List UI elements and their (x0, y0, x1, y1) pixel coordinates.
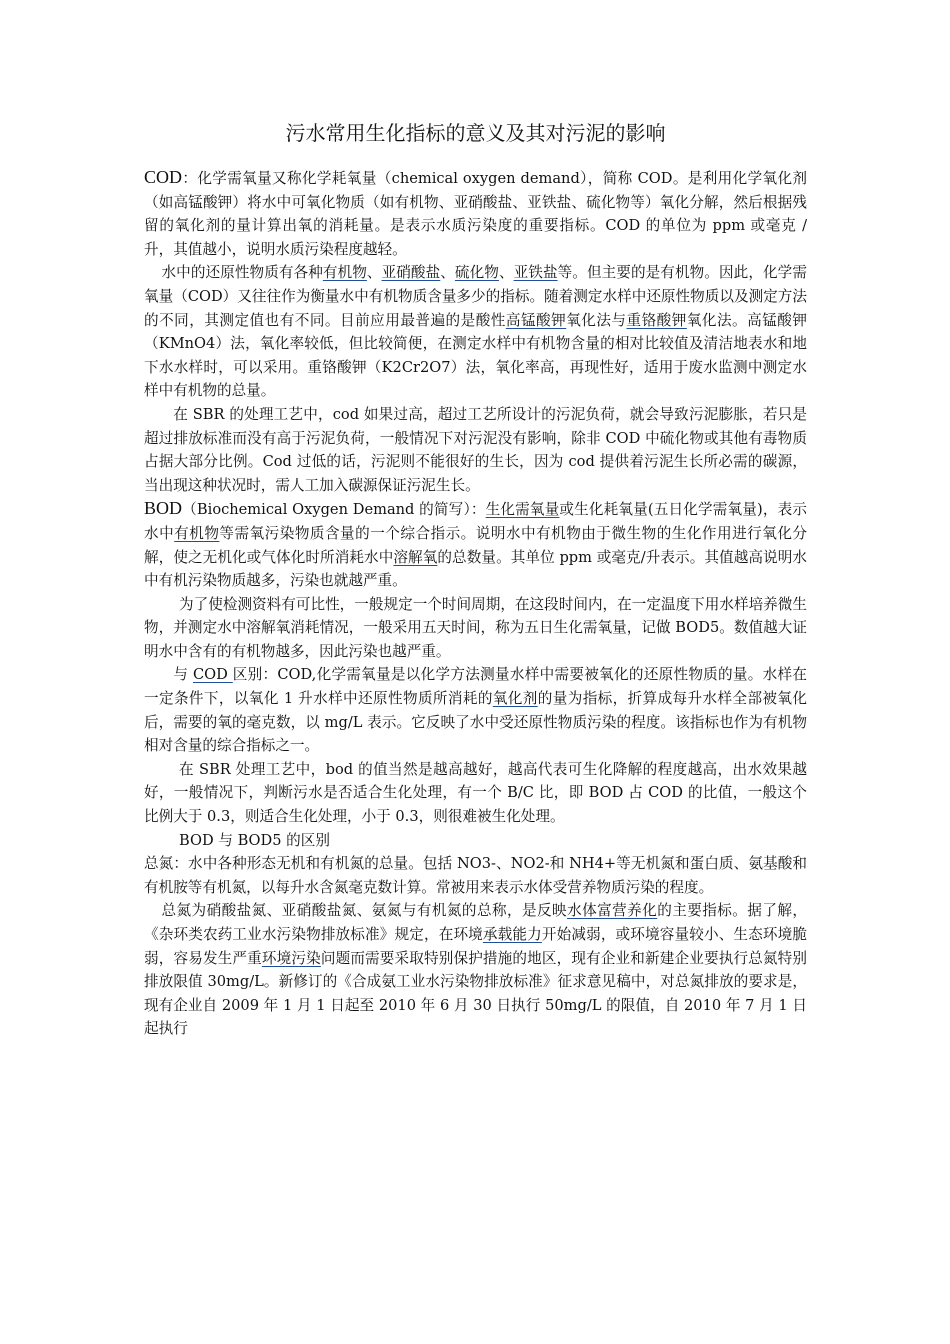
text-run: 总氮为硝酸盐氮、亚硝酸盐氮、氨氮与有机氮的总称，是反映 (161, 902, 568, 920)
text-run: 氧化法与 (566, 311, 627, 329)
text-run: 氧化法。高锰酸钾（KMnO4）法，氧化率较低，但比较简便，在测定水样中有机物含量的相对比较值及清洁地表水和地下水水样时，可以采用。重铬酸钾（K2Cr2O7）法，氧化率高，再现性好，适用于废水监测中测定水样中有机物的总量。 (144, 311, 807, 400)
cod-definition-paragraph (144, 166, 807, 261)
text-run: 、 (366, 264, 382, 282)
text-run: 在 SBR 处理工艺中，bod 的值当然是越高越好，越高代表可生化降解的程度越高，出水效果越好，一般情况下，判断污水是否适合生化处理，有一个 B/C 比，即 BOD 占 COD 的比值，一般这个比例大于 0.3，则适合生化处理，小于 0.3，则很难被生化处理。 (144, 760, 807, 826)
term-link[interactable]: 溶解氧 (393, 548, 438, 566)
bod-sbr-paragraph (144, 758, 807, 829)
term-link[interactable]: COD (192, 666, 233, 684)
term-link[interactable]: 环境污染 (261, 949, 321, 967)
text-run: ：化学需氧量又称化学耗氧量（chemical oxygen demand），简称 COD。是利用化学氧化剂（如高锰酸钾）将水中可氧化物质（如有机物、亚硝酸盐、亚铁盐、硫化物等）氧化分解，然后根据残留的氧化剂的量计算出氧的消耗量。是表示水质污染度的重要指标。COD 的单位为 ppm 或毫克 / 升，其值越小，说明水质污染程度越轻。 (144, 170, 807, 258)
term-link[interactable]: 生化需氧量 (485, 501, 560, 519)
text-run: 为了使检测资料有可比性，一般规定一个时间周期，在这段时间内，在一定温度下用水样培养微生物，并测定水中溶解氧消耗情况，一般采用五天时间，称为五日生化需氧量，记做 BOD5。数值越大证明水中含有的有机物越多，因此污染也越严重。 (144, 595, 807, 660)
term-link[interactable]: 水体富营养化 (567, 902, 658, 920)
term-link[interactable]: 氧化剂 (492, 690, 538, 708)
text-run: （Biochemical Oxygen Demand 的简写）： (182, 501, 486, 519)
total-nitrogen-standard-paragraph (144, 899, 807, 1041)
cod-reducing-substances-paragraph (144, 261, 807, 403)
term-link[interactable]: 高锰酸钾 (505, 311, 567, 329)
term-link[interactable]: 有机物 (322, 264, 367, 282)
bod-definition-paragraph (144, 497, 807, 592)
text-run: 区别：COD,化学需氧量是以化学方法测量水样中需要被氧化的还原性物质的量。水样在一定条件下，以氧化 1 升水样中还原性物质所消耗的 (144, 666, 807, 708)
cod-sbr-paragraph (144, 403, 807, 497)
text-run: 或生化耗氧量(五日化学需氧量)，表示水中 (144, 501, 807, 542)
text-run: 问题而需要采取特别保护措施的地区，现有企业和新建企业要执行总氮特别排放限值 30mg/L。新修订的《合成氨工业水污染物排放标准》征求意见稿中，对总氮排放的要求是，现有企业自 2009 年 1 月 1 日起至 2010 年 6 月 30 日执行 50mg/L 的限值，自 2010 年 7 月 1 日起执行 (144, 949, 807, 1038)
bod-vs-cod-paragraph (144, 663, 807, 757)
text-run: BOD 与 BOD5 的区别 (179, 831, 330, 849)
text-run: 等。但主要的是有机物。因此，化学需氧量（COD）又往往作为衡量水中有机物质含量多少的指标。随着测定水样中还原性物质以及测定方法的不同，其测定值也有不同。目前应用最普遍的是酸性 (144, 264, 807, 329)
text-run: 、 (440, 264, 455, 282)
term-link[interactable]: 亚硝酸盐 (381, 264, 441, 282)
document-title: 污水常用生化指标的意义及其对污泥的影响 (285, 121, 666, 145)
text-run: 等需氧污染物质含量的一个综合指示。说明水中有机物由于微生物的生化作用进行氧化分解，使之无机化或气体化时所消耗水中 (144, 524, 807, 566)
term-link[interactable]: 亚铁盐 (513, 264, 558, 282)
term-link[interactable]: 重铬酸钾 (626, 311, 687, 329)
text-run: 在 SBR 的处理工艺中，cod 如果过高，超过工艺所设计的污泥负荷，就会导致污泥膨胀，若只是超过排放标准而没有高于污泥负荷，一般情况下对污泥没有影响，除非 COD 中硫化物或其他有毒物质占据大部分比例。Cod 过低的话，污泥则不能很好的生长，因为 cod 提供着污泥生长所必需的碳源，当出现这种状况时，需人工加入碳源保证污泥生长。 (144, 405, 807, 494)
text-run: 水中的还原性物质有各种 (161, 264, 323, 282)
text-run: 总氮：水中各种形态无机和有机氮的总量。包括 NO3-、NO2-和 NH4+等无机氮和蛋白质、氨基酸和有机胺等有机氮，以每升水含氮毫克数计算。常被用来表示水体受营养物质污染的程度。 (144, 855, 807, 896)
term-link[interactable]: 承载能力 (482, 926, 542, 943)
term-link[interactable]: 硫化物 (454, 264, 499, 282)
text-run: 开始减弱，或环境容量较小、生态环境脆弱，容易发生严重 (144, 926, 807, 967)
total-nitrogen-definition-paragraph (144, 852, 807, 899)
text-run: 的量为指标，折算成每升水样全部被氧化后，需要的氧的毫克数，以 mg/L 表示。它反映了水中受还原性物质污染的程度。该指标也作为有机物相对含量的综合指标之一。 (144, 690, 807, 755)
text-run: 的主要指标。据了解，《杂环类农药工业水污染物排放标准》规定，在环境 (144, 902, 807, 943)
text-run: 的总数量。其单位 ppm 或毫克/升表示。其值越高说明水中有机污染物质越多，污染也就越严重。 (144, 548, 807, 590)
text-run: 与 (173, 666, 193, 684)
text-run: 、 (498, 264, 514, 282)
cod-heading: COD (144, 167, 183, 187)
bod-vs-bod5-heading (144, 829, 807, 853)
bod5-paragraph (144, 593, 807, 664)
bod-heading: BOD (144, 498, 183, 519)
term-link[interactable]: 有机物 (174, 524, 220, 542)
